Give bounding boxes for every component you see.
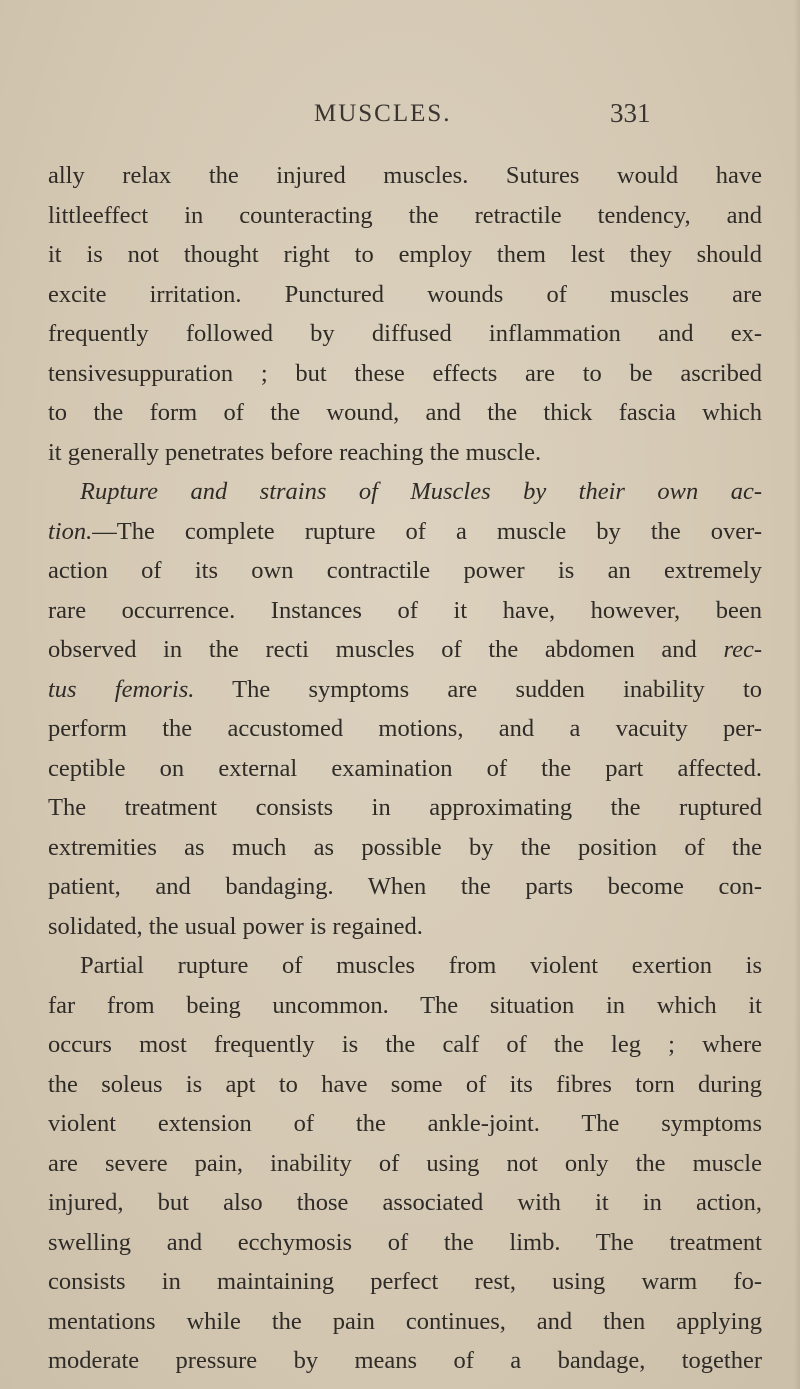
text-line: injured, but also those associated with it in action,	[48, 1189, 762, 1216]
text-line: action of its own contractile power is an extremely	[48, 557, 762, 584]
italic-term: rec-	[723, 636, 762, 663]
text-line: frequently followed by diffused inflammation and ex-	[48, 320, 762, 347]
text-line: excite irritation. Punctured wounds of muscles are	[48, 280, 762, 308]
text-line: are severe pain, inability of using not only the muscle	[48, 1149, 762, 1177]
text-line: consists in maintaining perfect rest, using warm fo-	[48, 1268, 762, 1295]
text-line	[48, 630, 762, 670]
running-head	[0, 96, 800, 136]
text-line: rare occurrence. Instances of it have, however, been	[48, 596, 762, 624]
text-line: extremities as much as possible by the position of the	[48, 833, 762, 861]
text-line: The treatment consists in approximating the ruptured	[48, 794, 762, 821]
text-line: it generally penetrates before reaching the muscle.	[48, 438, 542, 466]
text-line: ceptible on external examination of the part affected.	[48, 754, 762, 782]
text-line: ally relax the injured muscles. Sutures would have	[48, 162, 762, 189]
page-number: 331	[610, 98, 651, 128]
text-line: mentations while the pain continues, and then applying	[48, 1307, 762, 1335]
section-heading-text: —The complete rupture of a muscle by the over-	[92, 517, 762, 545]
text-line: the soleus is apt to have some of its fibres torn during	[48, 1070, 762, 1098]
text-line: moderate pressure by means of a bandage, together	[48, 1347, 762, 1374]
running-head-title: MUSCLES.	[314, 100, 452, 127]
body-text	[48, 156, 762, 1381]
text-line: it is not thought right to employ them lest they should	[48, 241, 762, 268]
text-line: Partial rupture of muscles from violent exertion is	[80, 952, 762, 979]
text-line: far from being uncommon. The situation in which it	[48, 991, 762, 1019]
section-heading-italic-end: tion.	[48, 517, 93, 545]
page-edge-shadow	[794, 0, 800, 1389]
text-line	[48, 670, 762, 710]
text-line: occurs most frequently is the calf of the leg ; where	[48, 1031, 762, 1058]
text-segment: The symptoms are sudden inability to	[194, 675, 763, 703]
italic-term: tus femoris.	[48, 675, 195, 703]
section-heading-line	[48, 512, 762, 552]
text-line: littleeffect in counteracting the retractile tendency, and	[48, 201, 762, 229]
section-heading-line	[48, 472, 762, 512]
text-segment: observed in the recti muscles of the abdomen and	[48, 636, 724, 663]
text-line: tensivesuppuration ; but these effects are to be ascribed	[48, 359, 762, 387]
text-line: to the form of the wound, and the thick fascia which	[48, 399, 762, 426]
section-heading-italic: Rupture and strains of Muscles by their own ac-	[80, 478, 762, 505]
text-line: solidated, the usual power is regained.	[48, 912, 423, 940]
text-line: perform the accustomed motions, and a vacuity per-	[48, 715, 762, 742]
text-line: violent extension of the ankle-joint. The symptoms	[48, 1110, 762, 1137]
text-line: swelling and ecchymosis of the limb. The treatment	[48, 1228, 762, 1256]
text-line: patient, and bandaging. When the parts become con-	[48, 873, 762, 900]
